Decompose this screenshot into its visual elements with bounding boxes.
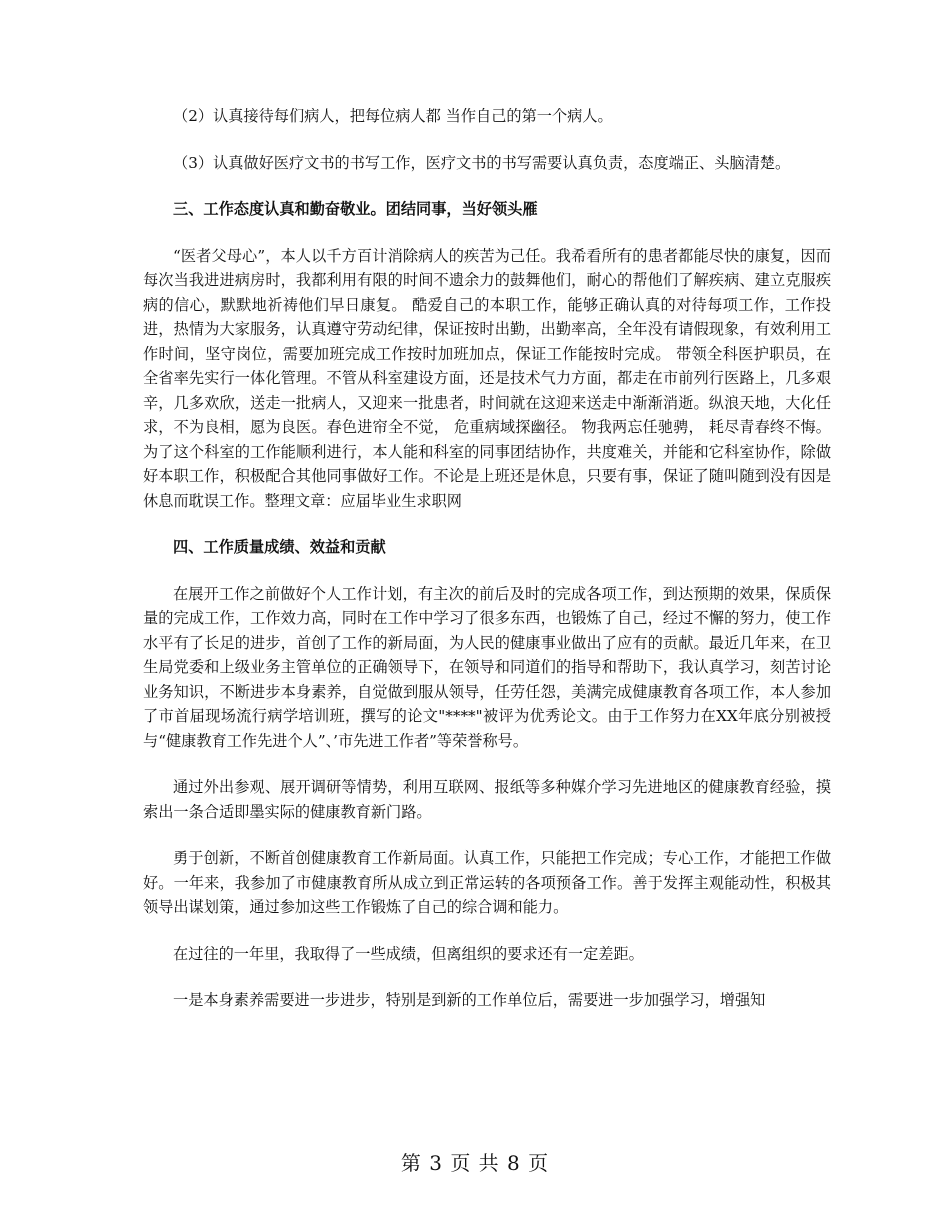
paragraph-item-3: （3）认真做好医疗文书的书写工作，医疗文书的书写需要认真负责，态度端正、头脑清楚。 bbox=[173, 153, 791, 172]
paragraph-attitude: “医者父母心”，本人以千方百计消除病人的疾苦为己任。我希看所有的患者都能尽快的康复，因而每次当我进进病房时，我都利用有限的时间不遗余力的鼓舞他们，耐心的帮他们了解疾病、建立克服疾病的信心，默默地祈祷他们早日康复。 酷爱自己的本职工作，能够正确认真的对待每项工作，工作投进，热情为大家服务，认真遵守劳动纪律，保证按时出勤，出勤率高，全年没有请假现象，有效利用工作时间，坚守岗位，需要加班完成工作按时加班加点，保证工作能按时完成。 带领全科医护职员，在全省率先实行一体化管理。不管从科室建设方面，还是技术气力方面，都走在市前列行医路上，几多艰辛，几多欢欣，送走一批病人，又迎来一批患者，时间就在这迎来送走中渐渐消逝。纵浪天地，大化任求，不为良相，愿为良医。春色进帘全不觉， 危重病域探幽径。 物我两忘任驰骋， 耗尽青春终不悔。为了这个科室的工作能顺利进行，本人能和科室的同事团结协作，共度难关，并能和它科室协作，除做好本职工作，积极配合其他同事做好工作。不论是上班还是休息，只要有事，保证了随叫随到没有因是休息而耽误工作。整理文章：应届毕业生求职网 bbox=[143, 246, 831, 510]
section-heading-4: 四、工作质量成绩、效益和贡献 bbox=[173, 538, 386, 556]
paragraph-summary: 在过往的一年里，我取得了一些成绩，但离组织的要求还有一定差距。 bbox=[173, 944, 644, 963]
document-body bbox=[143, 104, 831, 1013]
paragraph-innovation: 勇于创新，不断首创健康教育工作新局面。认真工作，只能把工作完成；专心工作，才能把工作做好。一年来，我参加了市健康教育所从成立到正常运转的各项预备工作。善于发挥主观能动性，积极其领导出谋划策，通过参加这些工作锻炼了自己的综合调和能力。 bbox=[143, 849, 831, 916]
paragraph-quality: 在展开工作之前做好个人工作计划，有主次的前后及时的完成各项工作，到达预期的效果，保质保量的完成工作，工作效力高，同时在工作中学习了很多东西，也锻炼了自己，经过不懈的努力，使工作水平有了长足的进步，首创了工作的新局面，为人民的健康事业做出了应有的贡献。最近几年来，在卫生局党委和上级业务主管单位的正确领导下，在领导和同道们的指导和帮助下，我认真学习，刻苦讨论业务知识，不断进步本身素养，自觉做到服从领导，任劳任怨，美满完成健康教育各项工作，本人参加了市首届现场流行病学培训班，撰写的论文"****"被评为优秀论文。由于工作努力在XX年底分别被授与“健康教育工作先进个人”、’市先进工作者”等荣誉称号。 bbox=[143, 584, 831, 750]
page-number: 第 3 页 共 8 页 bbox=[400, 1151, 550, 1175]
paragraph-item-2: （2）认真接待每们病人，把每位病人都 当作自己的第一个病人。 bbox=[173, 107, 613, 125]
paragraph-shortcoming: 一是本身素养需要进一步进步，特别是到新的工作单位后，需要进一步加强学习，增强知 bbox=[173, 991, 766, 1009]
paragraph-visits: 通过外出参观、展开调研等情势，利用互联网、报纸等多种媒介学习先进地区的健康教育经验，摸索出一条合适即墨实际的健康教育新门路。 bbox=[143, 778, 831, 821]
section-heading-3: 三、工作态度认真和勤奋敬业。团结同事，当好领头雁 bbox=[173, 200, 538, 218]
